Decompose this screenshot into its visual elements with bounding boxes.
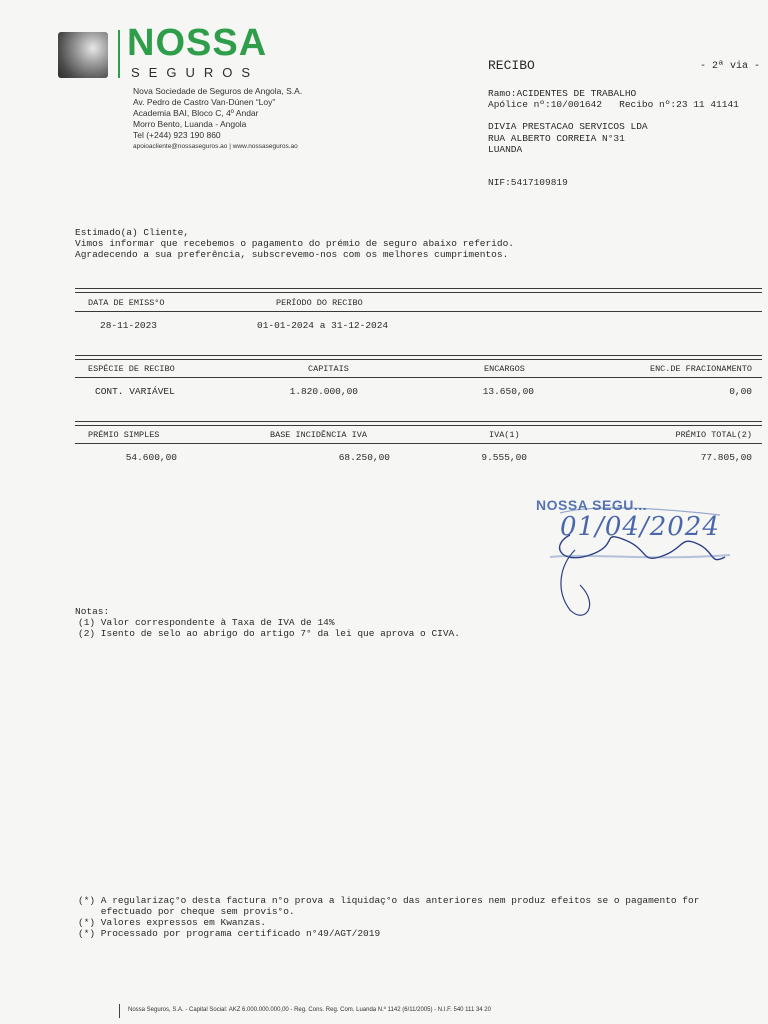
charges-value: 13.650,00: [482, 386, 534, 397]
note-line: (1) Valor correspondente à Taxa de IVA de 14%: [78, 617, 335, 628]
table-rule: [75, 311, 762, 312]
header-issue-date: DATA DE EMISS°O: [88, 298, 165, 308]
vat-base-value: 68.250,00: [338, 452, 390, 463]
header-capital: CAPITAIS: [308, 364, 349, 374]
header-total-premium: PRÉMIO TOTAL(2): [675, 430, 752, 440]
client-name: DIVIA PRESTACAO SERVICOS LDA: [488, 121, 648, 132]
issue-date: 28-11-2023: [100, 320, 158, 331]
table-rule: [75, 355, 762, 360]
total-premium-value: 77.805,00: [700, 452, 752, 463]
vat-value: 9.555,00: [481, 452, 527, 463]
company-line: Academia BAI, Bloco C, 4º Andar: [133, 108, 259, 118]
receipt-period: 01-01-2024 a 31-12-2024: [257, 320, 389, 331]
payment-stamp-label: NOSSA SEGU...: [536, 497, 648, 513]
logo-divider: [118, 30, 120, 78]
disclaimer-line: efectuado por cheque sem provis°o.: [78, 906, 295, 917]
company-line: Morro Bento, Luanda - Angola: [133, 119, 247, 129]
header-split-charges: ENC.DE FRACIONAMENTO: [649, 364, 752, 374]
notes-title: Notas:: [75, 606, 110, 617]
company-line: Tel (+244) 923 190 860: [133, 130, 221, 140]
greeting-line: Agradecendo a sua preferência, subscrevemo-nos com os melhores cumprimentos.: [75, 249, 509, 260]
greeting-line: Vimos informar que recebemos o pagamento do prémio de seguro abaixo referido.: [75, 238, 514, 249]
company-address: [133, 86, 302, 152]
payment-stamp-date: 01/04/2024: [560, 512, 720, 542]
client-city: LUANDA: [488, 144, 523, 155]
logo-name: NOSSA: [127, 22, 268, 64]
simple-premium-value: 54.600,00: [125, 452, 177, 463]
company-line: Av. Pedro de Castro Van-Dúnen “Loy”: [133, 97, 276, 107]
header-simple-premium: PRÉMIO SIMPLES: [88, 430, 160, 440]
note-line: (2) Isento de selo ao abrigo do artigo 7° da lei que aprova o CIVA.: [78, 628, 460, 639]
table-rule: [75, 443, 762, 444]
table-rule: [75, 421, 762, 426]
disclaimer-line: (*) Processado por programa certificado n°49/AGT/2019: [78, 928, 381, 939]
header-receipt-type: ESPÉCIE DE RECIBO: [88, 364, 175, 374]
policy-receipt-number: Apólice nº:10/001642 Recibo nº:23 11 41141: [488, 99, 739, 110]
greeting-line: Estimado(a) Cliente,: [75, 227, 190, 238]
document-title: RECIBO: [488, 58, 535, 73]
client-street: RUA ALBERTO CORREIA N°31: [488, 133, 625, 144]
copy-label: - 2ª via -: [700, 61, 761, 72]
footer-divider: [119, 1004, 120, 1018]
header-vat-base: BASE INCIDÊNCIA IVA: [270, 430, 367, 440]
header-period: PERÍODO DO RECIBO: [276, 298, 363, 308]
split-charges-value: 0,00: [729, 386, 752, 397]
company-line: Nova Sociedade de Seguros de Angola, S.A.: [133, 86, 303, 96]
logo-icon: [58, 32, 108, 78]
company-contact: apoioacliente@nossaseguros.ao | www.nossaseguros.ao: [133, 143, 298, 150]
header-charges: ENCARGOS: [484, 364, 525, 374]
disclaimer-line: (*) Valores expressos em Kwanzas.: [78, 917, 267, 928]
ramo: Ramo:ACIDENTES DE TRABALHO: [488, 88, 637, 99]
logo-subtitle: SEGUROS: [131, 65, 260, 80]
table-rule: [75, 377, 762, 378]
footer-legal: Nossa Seguros, S.A. - Capital Social: AKZ 6.000.000.000,00 - Reg. Cons. Reg. Com. Luanda N.º 1142 (6/11/2005) - N.I.F. 540 111 34 20: [128, 1007, 491, 1013]
table-rule: [75, 288, 762, 293]
receipt-type: CONT. VARIÁVEL: [95, 386, 175, 397]
signature-icon: [530, 495, 750, 625]
disclaimer-line: (*) A regularizaç°o desta factura n°o prova a liquidaç°o das anteriores nem produz efeitos se o pagamento for: [78, 895, 700, 906]
capital-value: 1.820.000,00: [289, 386, 358, 397]
client-nif: NIF:5417109819: [488, 177, 568, 188]
header-vat: IVA(1): [489, 430, 520, 440]
